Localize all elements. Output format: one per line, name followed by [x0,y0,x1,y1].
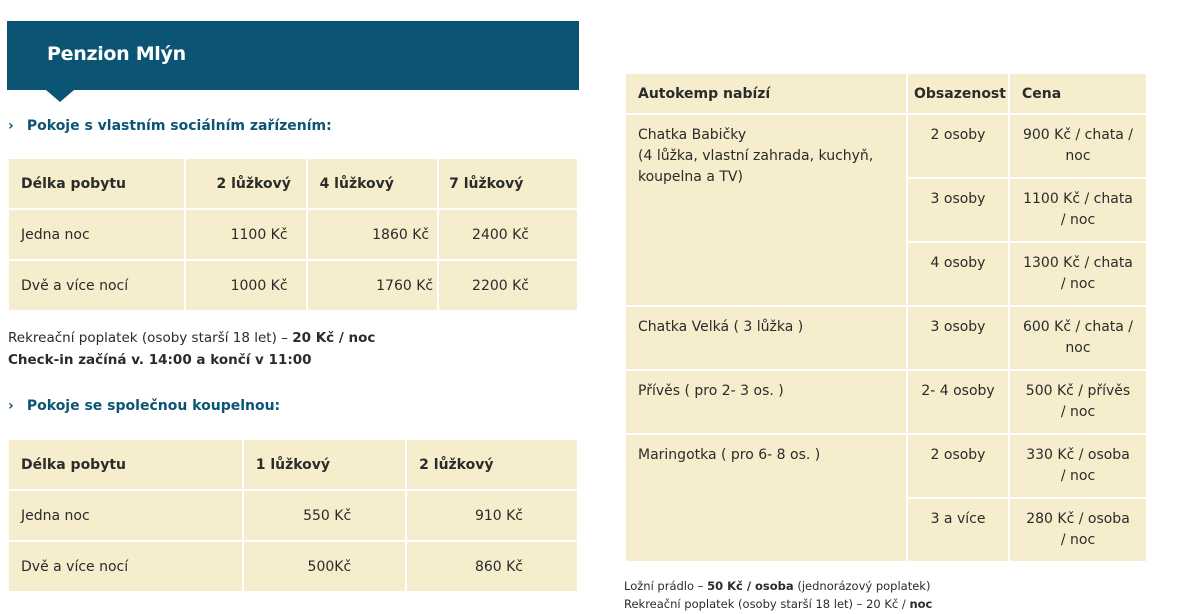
table-row [626,307,1146,369]
table-autokemp [624,72,1148,563]
linen-note-value: 50 Kč / osoba [707,579,794,593]
linen-note-suffix: (jednorázový poplatek) [793,579,931,593]
table-cell: 500 Kč / přívěs / noc [1010,371,1146,433]
table-cell: 900 Kč / chata / noc [1010,115,1146,177]
fee-note-text: Rekreační poplatek (osoby starší 18 let) – [8,330,293,346]
table-header-cell: Cena [1010,74,1146,113]
table-cell: 2- 4 osoby [908,371,1008,433]
table-cell: 330 Kč / osoba / noc [1010,435,1146,497]
table-cell: Jedna noc [9,491,242,540]
header-banner [7,21,579,90]
table-cell: Jedna noc [9,210,184,259]
table-cell: 3 a více [908,499,1008,561]
fee-note [8,327,375,349]
table-cell: 2200 Kč [439,261,577,310]
camp-item-name: Chatka Babičky [638,127,747,143]
table-header-cell: 1 lůžkový [244,440,405,489]
table-row [626,435,1146,497]
table-header-row [626,74,1146,113]
table-cell: 2400 Kč [439,210,577,259]
table-row [9,261,577,310]
section-title-text: Pokoje se společnou koupelnou: [26,398,281,414]
header-pointer [46,90,74,102]
table-cell: Maringotka ( pro 6- 8 os. ) [626,435,906,561]
table-cell: 500Kč [244,542,405,591]
table-cell: 280 Kč / osoba / noc [1010,499,1146,561]
table-cell: 550 Kč [244,491,405,540]
table-header-row [9,159,577,208]
chevron-right-icon: › [8,118,14,134]
section-title-private-bath [8,118,332,134]
table-cell: 3 osoby [908,179,1008,241]
section-title-shared-bath [8,398,280,414]
footer-fee-sep: / [898,597,910,611]
table-cell: 1100 Kč / chata / noc [1010,179,1146,241]
fee-note-value: 20 Kč / noc [292,330,376,346]
table-row [626,371,1146,433]
chevron-right-icon: › [8,398,14,414]
footer-fee-note [624,595,932,613]
table-cell: 910 Kč [407,491,577,540]
table-row [626,115,1146,177]
table-cell: 2 osoby [908,115,1008,177]
table-cell: 3 osoby [908,307,1008,369]
checkin-note: Check-in začíná v. 14:00 a končí v 11:00 [8,352,312,368]
table-header-cell: 2 lůžkový [186,159,305,208]
table-header-cell: Délka pobytu [9,159,184,208]
table-cell: 1760 Kč [308,261,438,310]
table-header-cell: Délka pobytu [9,440,242,489]
camp-item-desc: (4 lůžka, vlastní zahrada, kuchyň, [638,148,874,164]
linen-note-text: Ložní prádlo – [624,579,708,593]
table-row [9,542,577,591]
table-shared-bath [7,438,579,593]
footer-fee-unit: noc [909,597,933,611]
table-cell: 600 Kč / chata / noc [1010,307,1146,369]
table-header-cell: Obsazenost [908,74,1008,113]
table-cell: Přívěs ( pro 2- 3 os. ) [626,371,906,433]
table-cell: 1100 Kč [186,210,305,259]
table-header-cell: Autokemp nabízí [626,74,906,113]
table-cell: Dvě a více nocí [9,542,242,591]
table-header-cell: 2 lůžkový [407,440,577,489]
table-cell [626,115,906,305]
table-private-bath [7,157,579,312]
table-cell: 2 osoby [908,435,1008,497]
footer-fee-num: 20 Kč [866,597,899,611]
section-title-text: Pokoje s vlastním sociálním zařízením: [26,118,332,134]
table-cell: 1300 Kč / chata / noc [1010,243,1146,305]
table-cell: Chatka Velká ( 3 lůžka ) [626,307,906,369]
table-cell: 4 osoby [908,243,1008,305]
table-cell: 860 Kč [407,542,577,591]
page-title: Penzion Mlýn [47,43,186,65]
linen-note [624,577,930,595]
footer-fee-text: Rekreační poplatek (osoby starší 18 let) – [624,597,867,611]
table-row [9,210,577,259]
table-cell: Dvě a více nocí [9,261,184,310]
table-cell: 1000 Kč [186,261,305,310]
table-header-cell: 7 lůžkový [439,159,577,208]
camp-item-desc: koupelna a TV) [638,169,743,185]
table-cell: 1860 Kč [308,210,438,259]
table-header-cell: 4 lůžkový [308,159,438,208]
table-header-row [9,440,577,489]
table-row [9,491,577,540]
